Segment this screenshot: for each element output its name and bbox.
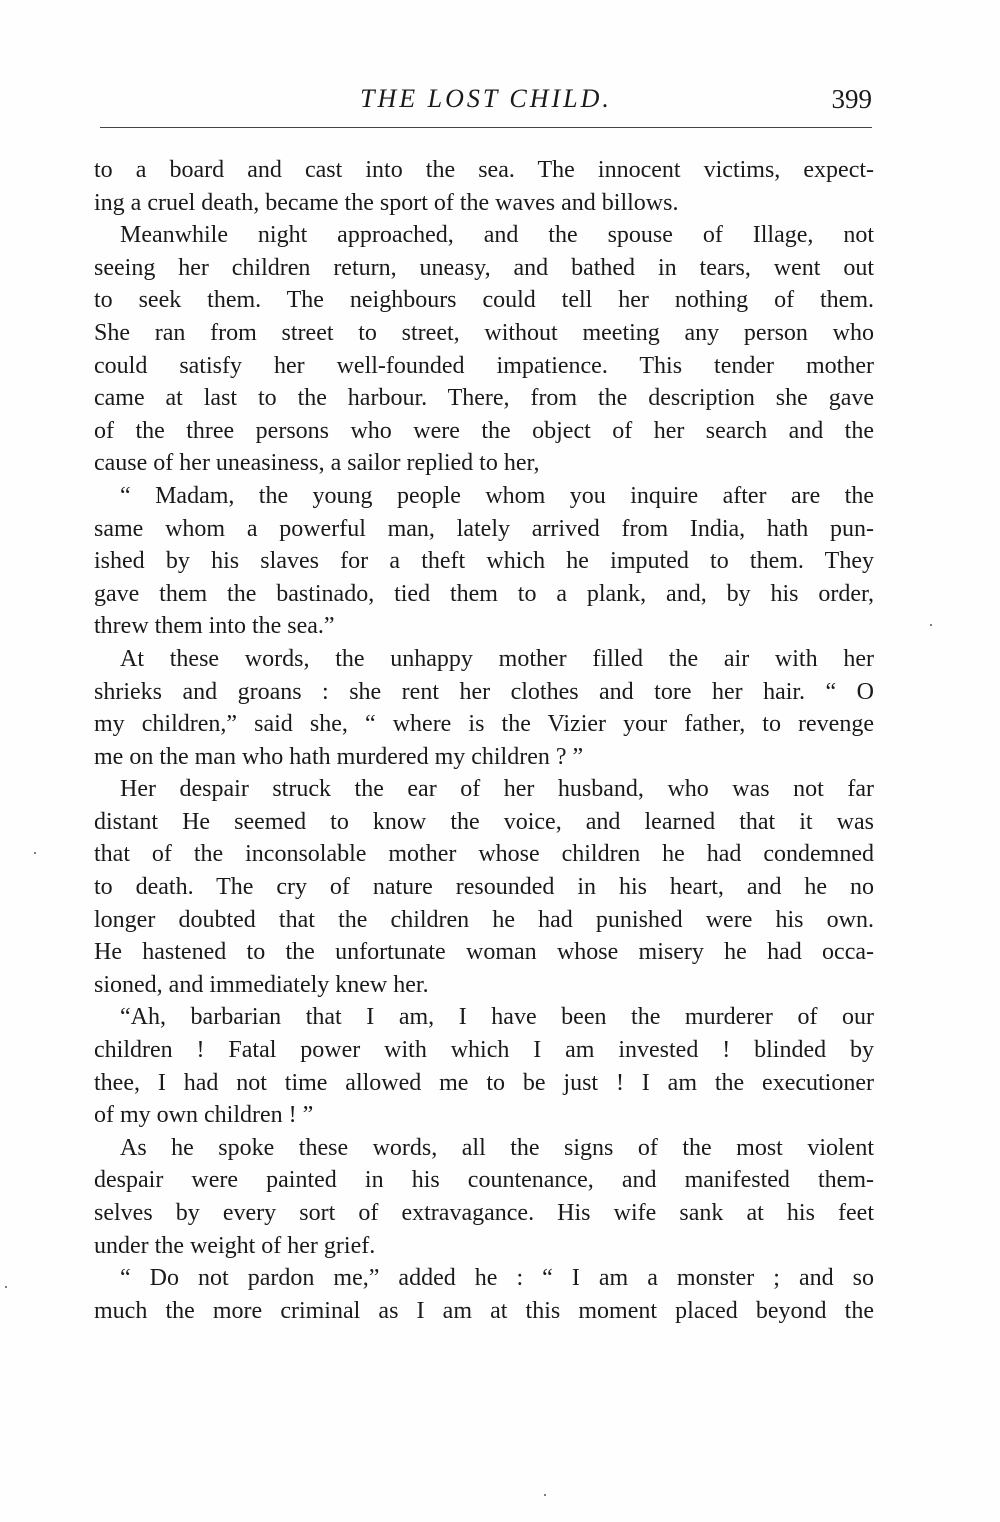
text-line: of the three persons who were the object of her search and the xyxy=(94,417,874,444)
text-line: “ Madam, the young people whom you inquire after are the xyxy=(120,482,874,509)
text-line: me on the man who hath murdered my children ? ” xyxy=(94,743,584,770)
text-line: my children,” said she, “ where is the Vizier your father, to revenge xyxy=(94,711,874,738)
text-line: under the weight of her grief. xyxy=(94,1232,376,1259)
text-line: same whom a powerful man, lately arrived from India, hath pun- xyxy=(94,515,874,542)
text-line: distant He seemed to know the voice, and learned that it was xyxy=(94,808,874,835)
text-line: selves by every sort of extravagance. His wife sank at his feet xyxy=(94,1200,874,1226)
text-line: He hastened to the unfortunate woman whose misery he had occa- xyxy=(94,939,874,966)
text-line: At these words, the unhappy mother filled the air with her xyxy=(120,645,874,672)
text-line: much the more criminal as I am at this moment placed beyond the xyxy=(94,1297,874,1324)
text-line: Her despair struck the ear of her husband, who was not far xyxy=(120,776,874,803)
paper-speck xyxy=(544,1494,546,1496)
text-line: sioned, and immediately knew her. xyxy=(94,971,429,998)
text-line: despair were painted in his countenance, and manifested them- xyxy=(94,1167,874,1194)
text-line: She ran from street to street, without meeting any person who xyxy=(94,319,874,346)
text-line: longer doubted that the children he had punished were his own. xyxy=(94,906,874,933)
paper-speck xyxy=(930,624,932,626)
text-line: that of the inconsolable mother whose children he had condemned xyxy=(94,841,874,868)
text-line: “ Do not pardon me,” added he : “ I am a monster ; and so xyxy=(120,1265,874,1292)
body-text xyxy=(94,154,874,1327)
text-line: “Ah, barbarian that I am, I have been the murderer of our xyxy=(120,1004,874,1031)
header-rule xyxy=(100,127,872,128)
text-line: could satisfy her well-founded impatience. This tender mother xyxy=(94,352,874,379)
running-head xyxy=(100,82,872,122)
text-line: of my own children ! ” xyxy=(94,1102,314,1129)
text-line: thee, I had not time allowed me to be just ! I am the executioner xyxy=(94,1069,874,1096)
text-line: to death. The cry of nature resounded in his heart, and he no xyxy=(94,874,874,901)
text-line: ished by his slaves for a theft which he imputed to them. They xyxy=(94,548,874,575)
page-number: 399 xyxy=(831,84,872,114)
paper-speck xyxy=(5,1286,7,1288)
text-line: children ! Fatal power with which I am invested ! blinded by xyxy=(94,1037,874,1064)
text-line: cause of her uneasiness, a sailor replied to her, xyxy=(94,450,540,477)
paper-speck xyxy=(34,852,36,854)
text-line: gave them the bastinado, tied them to a plank, and, by his order, xyxy=(94,580,874,607)
text-line: to a board and cast into the sea. The innocent victims, expect- xyxy=(94,157,874,183)
text-line: Meanwhile night approached, and the spouse of Illage, not xyxy=(120,222,874,249)
running-title: THE LOST CHILD. xyxy=(360,84,612,113)
text-line: seeing her children return, uneasy, and bathed in tears, went out xyxy=(94,254,874,281)
text-line: shrieks and groans : she rent her clothes and tore her hair. “ O xyxy=(94,678,874,705)
text-line: ing a cruel death, became the sport of the waves and billows. xyxy=(94,189,679,216)
text-line: to seek them. The neighbours could tell her nothing of them. xyxy=(94,287,874,314)
text-line: As he spoke these words, all the signs of the most violent xyxy=(120,1134,874,1161)
text-line: came at last to the harbour. There, from the description she gave xyxy=(94,385,874,412)
text-line: threw them into the sea.” xyxy=(94,613,335,640)
